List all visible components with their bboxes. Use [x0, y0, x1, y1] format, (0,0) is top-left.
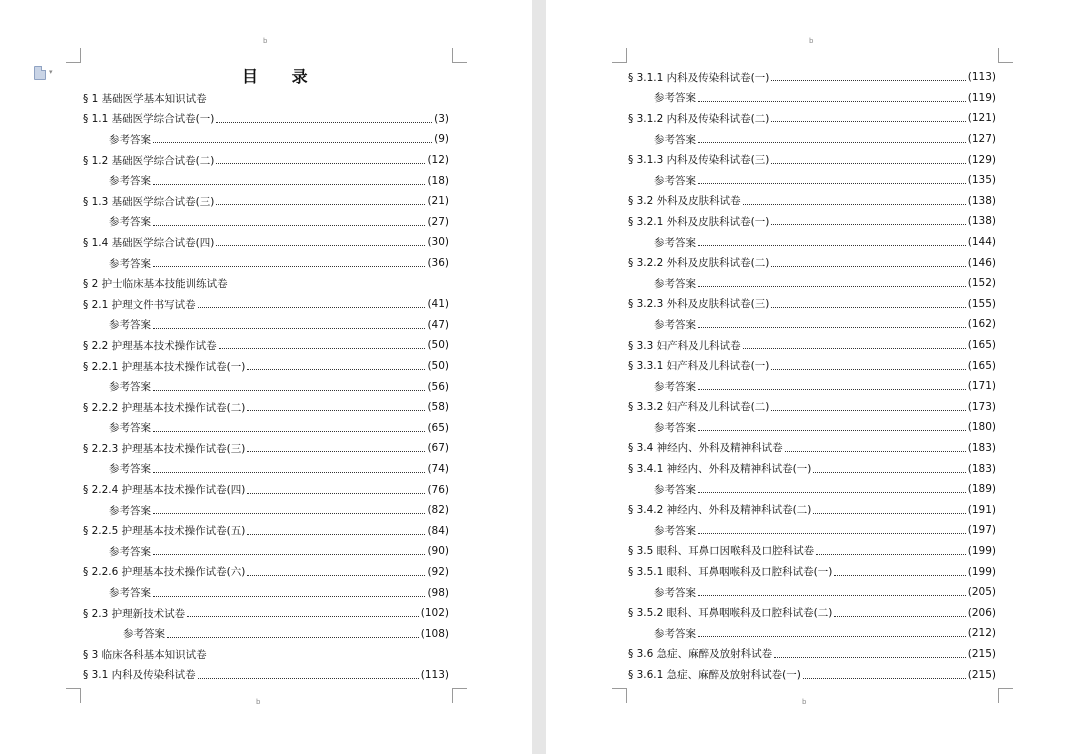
- toc-entry-label: § 3.1 内科及传染科试卷: [83, 669, 196, 682]
- toc-entry-page: (47): [427, 318, 449, 331]
- toc-entry-page: (41): [427, 298, 449, 311]
- toc-entry-label: § 2.2.6 护理基本技术操作试卷(六): [83, 566, 246, 579]
- toc-list-left: [83, 88, 449, 685]
- toc-entry-page: (144): [967, 236, 996, 249]
- toc-entry-page: (27): [427, 215, 449, 228]
- toc-entry-label: 参考答案: [109, 216, 151, 229]
- toc-entry-page: (155): [967, 297, 996, 310]
- toc-entry-label: § 2.3 护理新技术试卷: [83, 607, 186, 620]
- margin-corner-mark: [452, 688, 467, 703]
- toc-entry-page: (199): [967, 565, 996, 578]
- toc-list-right: [628, 67, 996, 685]
- footer-mark: b: [802, 698, 807, 706]
- toc-entry-page: (191): [967, 503, 996, 516]
- toc-dot-leader: [698, 244, 966, 246]
- toc-entry[interactable]: [83, 109, 449, 130]
- toc-dot-leader: [198, 306, 426, 308]
- toc-entry[interactable]: [83, 562, 449, 583]
- toc-entry[interactable]: [628, 458, 996, 479]
- toc-entry[interactable]: [628, 417, 996, 438]
- toc-entry[interactable]: [628, 108, 996, 129]
- toc-entry-label: § 2.2 护理基本技术操作试卷: [83, 339, 217, 352]
- toc-entry[interactable]: [83, 273, 449, 294]
- toc-dot-leader: [153, 327, 425, 329]
- toc-entry-page: (90): [427, 545, 449, 558]
- toc-entry-page: (173): [967, 400, 996, 413]
- toc-entry-page: (135): [967, 174, 996, 187]
- toc-dot-leader: [153, 141, 432, 143]
- toc-entry-page: (121): [967, 112, 996, 125]
- toc-entry-page: (58): [427, 401, 449, 414]
- toc-entry-label: § 3.5.2 眼科、耳鼻咽喉科及口腔科试卷(二): [628, 607, 833, 620]
- toc-title: 目 录: [242, 67, 322, 86]
- toc-entry[interactable]: [83, 232, 449, 253]
- toc-entry-label: 参考答案: [654, 236, 696, 249]
- toc-entry-label: § 3.6 急症、麻醉及放射科试卷: [628, 648, 773, 661]
- toc-entry[interactable]: [628, 623, 996, 644]
- toc-entry-label: 参考答案: [654, 627, 696, 640]
- toc-dot-leader: [771, 223, 965, 225]
- toc-entry[interactable]: [628, 376, 996, 397]
- toc-entry-label: § 2.2.5 护理基本技术操作试卷(五): [83, 525, 246, 538]
- toc-entry-page: (215): [967, 647, 996, 660]
- toc-entry-label: 参考答案: [109, 545, 151, 558]
- toc-entry-page: (65): [427, 421, 449, 434]
- toc-dot-leader: [771, 409, 965, 411]
- toc-entry[interactable]: [628, 664, 996, 685]
- margin-corner-mark: [998, 48, 1013, 63]
- toc-entry[interactable]: [83, 212, 449, 233]
- toc-entry-page: (76): [427, 483, 449, 496]
- toc-dot-leader: [153, 512, 425, 514]
- toc-entry-page: (50): [427, 360, 449, 373]
- toc-dot-leader: [743, 347, 966, 349]
- toc-entry-page: (74): [427, 462, 449, 475]
- toc-dot-leader: [698, 491, 966, 493]
- toc-entry-label: 参考答案: [109, 381, 151, 394]
- toc-entry-page: (98): [427, 586, 449, 599]
- toc-entry[interactable]: [83, 129, 449, 150]
- toc-dot-leader: [153, 595, 425, 597]
- toc-entry-label: § 2.2.2 护理基本技术操作试卷(二): [83, 401, 246, 414]
- toc-entry-label: 参考答案: [109, 504, 151, 517]
- toc-dot-leader: [834, 574, 965, 576]
- toc-dot-leader: [198, 677, 419, 679]
- toc-entry-label: 参考答案: [654, 524, 696, 537]
- toc-entry-page: (18): [427, 174, 449, 187]
- toc-entry[interactable]: [83, 500, 449, 521]
- toc-dot-leader: [153, 224, 425, 226]
- toc-entry[interactable]: [628, 499, 996, 520]
- toc-entry[interactable]: [628, 170, 996, 191]
- toc-entry[interactable]: [83, 665, 449, 686]
- toc-dot-leader: [153, 553, 425, 555]
- toc-entry[interactable]: [83, 356, 449, 377]
- toc-entry[interactable]: [628, 479, 996, 500]
- toc-entry-label: § 3.3 妇产科及儿科试卷: [628, 339, 741, 352]
- toc-entry-page: (129): [967, 153, 996, 166]
- toc-entry[interactable]: [83, 459, 449, 480]
- toc-entry-page: (171): [967, 380, 996, 393]
- toc-entry-page: (183): [967, 441, 996, 454]
- toc-entry[interactable]: [83, 191, 449, 212]
- toc-entry[interactable]: [628, 438, 996, 459]
- toc-dot-leader: [219, 347, 426, 349]
- document-icon[interactable]: [34, 66, 46, 80]
- toc-entry-page: (9): [434, 133, 449, 146]
- toc-dot-leader: [785, 450, 966, 452]
- toc-entry-label: 参考答案: [123, 628, 165, 641]
- toc-entry-label: § 3.2.3 外科及皮肤科试卷(三): [628, 298, 770, 311]
- toc-entry-label: 参考答案: [109, 133, 151, 146]
- toc-dot-leader: [216, 203, 425, 205]
- toc-dot-leader: [216, 121, 432, 123]
- margin-corner-mark: [66, 688, 81, 703]
- toc-entry[interactable]: [628, 129, 996, 150]
- toc-entry-label: § 3.1.3 内科及传染科试卷(三): [628, 154, 770, 167]
- toc-entry-label: 参考答案: [654, 92, 696, 105]
- toc-entry[interactable]: [628, 561, 996, 582]
- toc-entry-page: (183): [967, 462, 996, 475]
- toc-dot-leader: [153, 265, 425, 267]
- toc-entry-page: (152): [967, 277, 996, 290]
- toc-dot-leader: [698, 635, 966, 637]
- toc-entry-label: 参考答案: [654, 380, 696, 393]
- toc-entry[interactable]: [83, 335, 449, 356]
- toc-dot-leader: [834, 615, 965, 617]
- toc-entry-page: (12): [427, 154, 449, 167]
- toc-entry[interactable]: [628, 602, 996, 623]
- toc-entry[interactable]: [628, 67, 996, 88]
- header-mark: b: [809, 37, 814, 45]
- toc-entry-label: § 3.3.2 妇产科及儿科试卷(二): [628, 401, 770, 414]
- toc-dot-leader: [153, 183, 425, 185]
- header-mark: b: [263, 37, 268, 45]
- toc-entry[interactable]: [628, 397, 996, 418]
- toc-entry[interactable]: [628, 211, 996, 232]
- toc-dot-leader: [813, 471, 965, 473]
- toc-dot-leader: [698, 594, 966, 596]
- toc-entry-page: (197): [967, 524, 996, 537]
- toc-dot-leader: [153, 430, 425, 432]
- toc-entry[interactable]: [628, 355, 996, 376]
- toc-entry-label: § 2 护士临床基本技能训练试卷: [83, 278, 228, 291]
- toc-entry[interactable]: [628, 232, 996, 253]
- toc-entry-label: § 1.2 基础医学综合试卷(二): [83, 154, 215, 167]
- toc-entry-label: 参考答案: [109, 175, 151, 188]
- toc-dot-leader: [167, 636, 419, 638]
- toc-entry-label: § 1.1 基础医学综合试卷(一): [83, 113, 215, 126]
- toc-entry[interactable]: [83, 438, 449, 459]
- toc-entry-page: (146): [967, 256, 996, 269]
- toc-dot-leader: [247, 450, 425, 452]
- toc-entry-page: (82): [427, 504, 449, 517]
- margin-corner-mark: [66, 48, 81, 63]
- toc-entry-label: 参考答案: [109, 587, 151, 600]
- toc-entry[interactable]: [83, 170, 449, 191]
- toc-entry-page: (199): [967, 544, 996, 557]
- toc-dot-leader: [153, 471, 425, 473]
- toc-dot-leader: [247, 574, 425, 576]
- toc-entry[interactable]: [628, 314, 996, 335]
- toc-entry-page: (138): [967, 215, 996, 228]
- toc-dot-leader: [698, 141, 966, 143]
- toc-entry-label: 参考答案: [654, 318, 696, 331]
- toc-entry-label: § 3.5.1 眼科、耳鼻咽喉科及口腔科试卷(一): [628, 566, 833, 579]
- toc-dot-leader: [771, 265, 965, 267]
- margin-corner-mark: [612, 688, 627, 703]
- toc-entry-page: (108): [420, 627, 449, 640]
- toc-entry-page: (165): [967, 339, 996, 352]
- toc-entry-page: (189): [967, 483, 996, 496]
- toc-entry-page: (127): [967, 133, 996, 146]
- toc-dot-leader: [247, 368, 425, 370]
- document-page-left: [0, 0, 532, 754]
- toc-entry-page: (113): [967, 71, 996, 84]
- toc-dot-leader: [698, 182, 966, 184]
- toc-entry-label: 参考答案: [654, 421, 696, 434]
- toc-entry-page: (215): [967, 668, 996, 681]
- toc-entry[interactable]: [83, 253, 449, 274]
- toc-dot-leader: [771, 120, 965, 122]
- toc-dot-leader: [816, 553, 966, 555]
- margin-corner-mark: [452, 48, 467, 63]
- toc-entry-label: § 3 临床各科基本知识试卷: [83, 648, 207, 661]
- toc-dot-leader: [698, 388, 966, 390]
- toc-entry-label: 参考答案: [109, 319, 151, 332]
- toc-entry-label: § 3.4.1 神经内、外科及精神科试卷(一): [628, 463, 812, 476]
- toc-entry-label: § 3.2.2 外科及皮肤科试卷(二): [628, 257, 770, 270]
- toc-entry[interactable]: [83, 603, 449, 624]
- toc-entry-page: (50): [427, 339, 449, 352]
- toc-dot-leader: [187, 615, 419, 617]
- toc-entry-page: (165): [967, 359, 996, 372]
- toc-entry-page: (67): [427, 442, 449, 455]
- toc-entry-page: (119): [967, 91, 996, 104]
- toc-entry-page: (180): [967, 421, 996, 434]
- toc-dot-leader: [698, 285, 966, 287]
- toc-dot-leader: [698, 326, 966, 328]
- toc-entry-page: (205): [967, 586, 996, 599]
- toc-entry-page: (21): [427, 195, 449, 208]
- toc-dot-leader: [698, 100, 966, 102]
- chevron-down-icon[interactable]: ▾: [49, 68, 53, 76]
- toc-entry[interactable]: [628, 541, 996, 562]
- toc-dot-leader: [247, 492, 425, 494]
- toc-dot-leader: [743, 203, 966, 205]
- toc-entry-page: (3): [434, 112, 449, 125]
- toc-entry-label: 参考答案: [109, 463, 151, 476]
- toc-entry-page: (162): [967, 318, 996, 331]
- toc-dot-leader: [247, 533, 425, 535]
- toc-entry-label: § 2.2.3 护理基本技术操作试卷(三): [83, 442, 246, 455]
- toc-entry[interactable]: [83, 479, 449, 500]
- toc-entry-label: § 3.1.2 内科及传染科试卷(二): [628, 112, 770, 125]
- toc-entry-label: § 2.1 护理文件书写试卷: [83, 298, 196, 311]
- toc-entry[interactable]: [83, 541, 449, 562]
- toc-entry[interactable]: [628, 335, 996, 356]
- toc-dot-leader: [803, 677, 966, 679]
- toc-entry-label: 参考答案: [654, 174, 696, 187]
- toc-entry-label: § 2.2.1 护理基本技术操作试卷(一): [83, 360, 246, 373]
- toc-entry-page: (56): [427, 380, 449, 393]
- toc-entry-label: § 3.2 外科及皮肤科试卷: [628, 195, 741, 208]
- toc-entry-label: 参考答案: [654, 483, 696, 496]
- toc-dot-leader: [247, 409, 425, 411]
- margin-corner-mark: [998, 688, 1013, 703]
- toc-entry-label: § 3.1.1 内科及传染科试卷(一): [628, 71, 770, 84]
- footer-mark: b: [256, 698, 261, 706]
- toc-entry-page: (102): [420, 607, 449, 620]
- toc-entry-label: § 3.6.1 急症、麻醉及放射科试卷(一): [628, 669, 801, 682]
- toc-entry[interactable]: [628, 191, 996, 212]
- toc-entry-label: 参考答案: [109, 257, 151, 270]
- toc-dot-leader: [771, 306, 965, 308]
- toc-entry[interactable]: [628, 273, 996, 294]
- toc-entry[interactable]: [83, 376, 449, 397]
- toc-entry-page: (212): [967, 627, 996, 640]
- toc-entry[interactable]: [628, 520, 996, 541]
- toc-entry-label: § 3.4.2 神经内、外科及精神科试卷(二): [628, 504, 812, 517]
- toc-entry-page: (84): [427, 524, 449, 537]
- toc-entry[interactable]: [83, 520, 449, 541]
- toc-entry[interactable]: [628, 644, 996, 665]
- toc-entry-page: (138): [967, 194, 996, 207]
- toc-entry-page: (92): [427, 565, 449, 578]
- toc-entry[interactable]: [628, 294, 996, 315]
- toc-dot-leader: [216, 244, 425, 246]
- toc-entry[interactable]: [83, 88, 449, 109]
- toc-dot-leader: [771, 162, 965, 164]
- toc-entry-label: § 2.2.4 护理基本技术操作试卷(四): [83, 484, 246, 497]
- toc-entry-label: § 3.3.1 妇产科及儿科试卷(一): [628, 360, 770, 373]
- toc-entry-label: § 3.2.1 外科及皮肤科试卷(一): [628, 215, 770, 228]
- toc-entry-page: (113): [420, 668, 449, 681]
- toc-dot-leader: [698, 532, 966, 534]
- margin-corner-mark: [612, 48, 627, 63]
- toc-entry[interactable]: [83, 150, 449, 171]
- toc-entry-page: (206): [967, 606, 996, 619]
- toc-entry-label: 参考答案: [654, 277, 696, 290]
- toc-entry-label: § 1.4 基础医学综合试卷(四): [83, 236, 215, 249]
- toc-entry-label: § 1 基础医学基本知识试卷: [83, 92, 207, 105]
- toc-dot-leader: [774, 656, 966, 658]
- toc-dot-leader: [216, 162, 425, 164]
- toc-entry[interactable]: [83, 623, 449, 644]
- toc-entry[interactable]: [628, 149, 996, 170]
- toc-entry-label: § 3.4 神经内、外科及精神科试卷: [628, 442, 783, 455]
- toc-entry[interactable]: [83, 397, 449, 418]
- toc-entry[interactable]: [83, 315, 449, 336]
- toc-entry[interactable]: [628, 88, 996, 109]
- toc-entry-label: § 3.5 眼科、耳鼻口因喉科及口腔科试卷: [628, 545, 815, 558]
- toc-dot-leader: [698, 429, 966, 431]
- toc-entry[interactable]: [628, 252, 996, 273]
- toc-entry[interactable]: [83, 418, 449, 439]
- toc-dot-leader: [771, 368, 965, 370]
- toc-entry-label: § 1.3 基础医学综合试卷(三): [83, 195, 215, 208]
- toc-entry[interactable]: [83, 294, 449, 315]
- toc-entry-label: 参考答案: [109, 422, 151, 435]
- toc-entry-page: (30): [427, 236, 449, 249]
- toc-entry[interactable]: [628, 582, 996, 603]
- toc-entry-label: 参考答案: [654, 586, 696, 599]
- toc-entry[interactable]: [83, 644, 449, 665]
- toc-dot-leader: [771, 79, 965, 81]
- toc-dot-leader: [813, 512, 965, 514]
- toc-entry-label: 参考答案: [654, 133, 696, 146]
- toc-entry-page: (36): [427, 257, 449, 270]
- toc-dot-leader: [153, 389, 425, 391]
- toc-entry[interactable]: [83, 582, 449, 603]
